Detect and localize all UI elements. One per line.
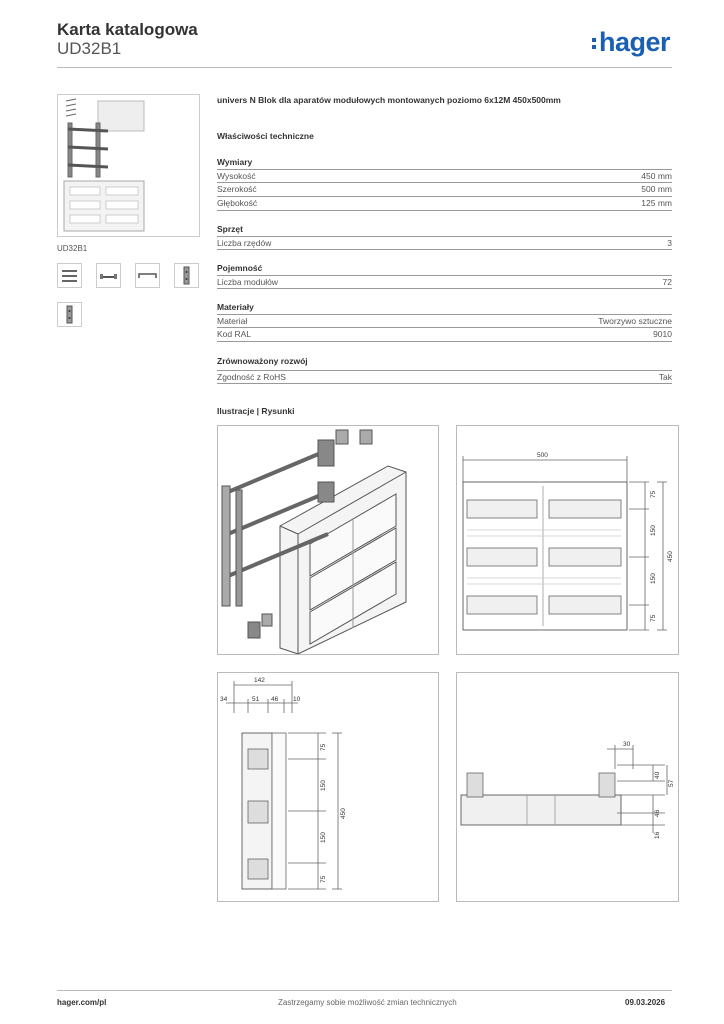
dim-height: 75: [650, 614, 657, 622]
spec-row: [217, 236, 672, 250]
dim-top-part: 46: [271, 696, 279, 703]
dim-height: 75: [650, 490, 657, 498]
spec-row: [217, 183, 672, 197]
dim-width: 500: [537, 452, 548, 459]
header-divider: [57, 67, 672, 68]
specs-heading: Właściwości techniczne: [217, 131, 314, 141]
dim-right: 46: [654, 809, 661, 817]
illustration-side-view: [217, 672, 439, 902]
dim-right: 40: [654, 771, 661, 779]
section-title-capacity: Pojemność: [217, 263, 263, 273]
spec-label: Głębokość: [217, 198, 258, 208]
spec-label: Szerokość: [217, 184, 257, 194]
spec-label: Liczba rzędów: [217, 238, 272, 248]
product-description: univers N Blok dla aparatów modułowych montowanych poziomo 6x12M 450x500mm: [217, 95, 561, 105]
dim-total: 450: [667, 551, 674, 562]
dim-top-part: 51: [252, 696, 260, 703]
spec-row: [217, 197, 672, 211]
spec-value: 450 mm: [641, 171, 672, 181]
illustration-front-view: [456, 425, 679, 655]
dim-height: 150: [650, 573, 657, 584]
thumbnail-rail-single[interactable]: [96, 263, 121, 288]
illustration-isometric: [217, 425, 439, 655]
section-title-equipment: Sprzęt: [217, 224, 243, 234]
section-title-materials: Materiały: [217, 302, 254, 312]
footer-disclaimer: Zastrzegamy sobie możliwość zmian technicznych: [278, 998, 457, 1007]
spec-value: Tworzywo sztuczne: [598, 316, 672, 326]
spec-value: 125 mm: [641, 198, 672, 208]
spec-row: [217, 370, 672, 384]
dim-top-part: 10: [293, 696, 301, 703]
dim-top-total: 142: [254, 677, 265, 684]
spec-row: [217, 328, 672, 342]
spec-row: [217, 314, 672, 328]
thumbnail-bracket[interactable]: [135, 263, 160, 288]
logo-dots-icon: [592, 35, 597, 52]
spec-value: 72: [662, 277, 672, 287]
dim-height: 75: [320, 875, 327, 883]
spec-label: Kod RAL: [217, 329, 252, 339]
thumbnail-clip[interactable]: [174, 263, 199, 288]
product-thumbnail[interactable]: [57, 94, 200, 237]
document-title: Karta katalogowa: [57, 20, 198, 39]
thumbnail-clip-alt[interactable]: [57, 302, 82, 327]
dim-right: 16: [654, 831, 661, 839]
dim-top: 30: [623, 741, 631, 748]
footer-date: 09.03.2026: [625, 998, 666, 1007]
spec-value: Tak: [658, 372, 672, 382]
spec-value: 500 mm: [641, 184, 672, 194]
brand-logo: [592, 27, 670, 58]
dim-top-part: 34: [220, 696, 228, 703]
spec-label: Zgodność z RoHS: [217, 372, 286, 382]
product-code: UD32B1: [57, 39, 122, 58]
dim-right: 57: [668, 779, 675, 787]
footer-website[interactable]: hager.com/pl: [57, 998, 107, 1007]
illustration-bottom-view: [456, 672, 679, 902]
thumbnail-caption: UD32B1: [57, 244, 88, 253]
brand-name: hager: [599, 27, 671, 57]
spec-label: Materiał: [217, 316, 248, 326]
spec-row: [217, 169, 672, 183]
spec-label: Wysokość: [217, 171, 256, 181]
dim-height: 150: [320, 780, 327, 791]
spec-label: Liczba modułów: [217, 277, 278, 287]
dim-total: 450: [340, 808, 347, 819]
dim-height: 75: [320, 743, 327, 751]
footer-divider: [57, 990, 672, 991]
spec-value: 9010: [653, 329, 672, 339]
spec-value: 3: [667, 238, 672, 248]
section-title-dimensions: Wymiary: [217, 157, 253, 167]
illustrations-heading: Ilustracje | Rysunki: [217, 406, 295, 416]
thumbnail-rails[interactable]: [57, 263, 82, 288]
dim-height: 150: [650, 525, 657, 536]
dim-height: 150: [320, 832, 327, 843]
section-title-sustainability: Zrównoważony rozwój: [217, 356, 308, 366]
spec-row: [217, 275, 672, 289]
